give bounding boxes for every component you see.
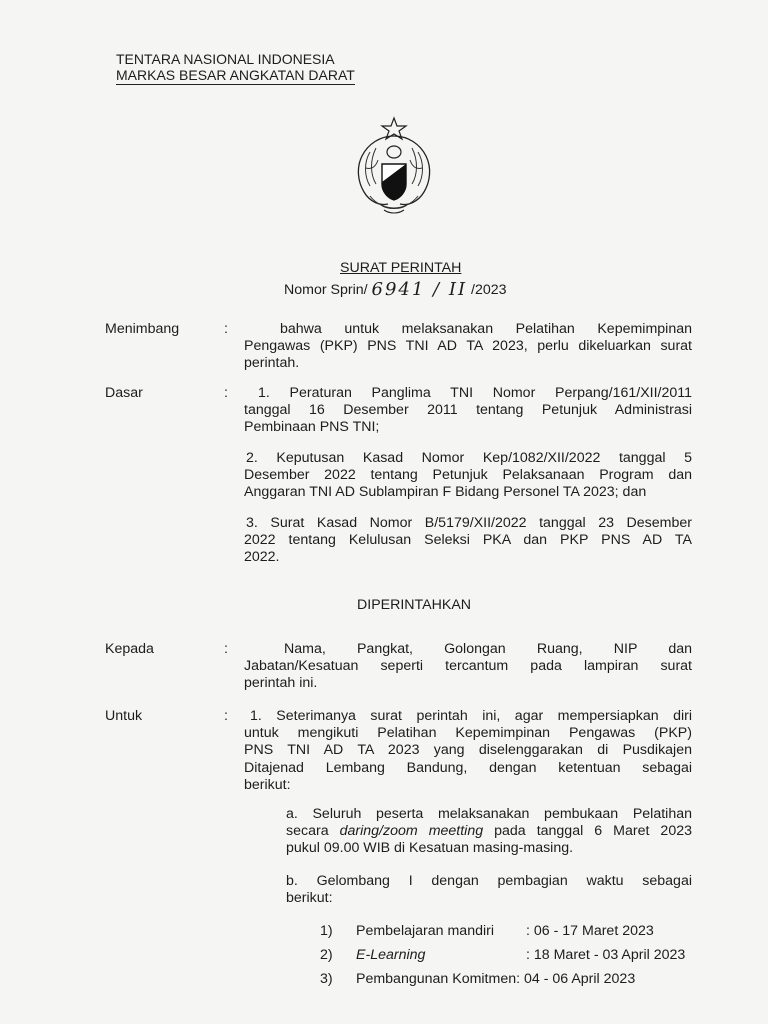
tni-ad-emblem-icon [350,116,438,226]
document-title: SURAT PERINTAH [340,260,462,276]
document-number: Nomor Sprin/ 6941 / II /2023 [284,279,507,300]
untuk-sub-a: a. Seluruh peserta melaksanakan pembukaan Pelatihan secara daring/zoom meetting pada tanggal 6 Maret 2023 pukul 09.00 WIB di Kesatuan masing-masing. [286,806,692,857]
handwritten-number: 6941 / II [371,279,468,300]
menimbang-label: Menimbang [105,321,180,337]
dasar-item-2: 2. Keputusan Kasad Nomor Kep/1082/XII/2022 tanggal 5 Desember 2022 tentang Petunjuk Pelaksanaan Program dan Anggaran TNI AD Sublampiran F Bidang Personel TA 2023; dan [244,450,692,501]
kepada-text: Nama, Pangkat, Golongan Ruang, NIP dan Jabatan/Kesatuan seperti tercantum pada lampiran surat perintah ini. [244,641,692,692]
dasar-item-3: 3. Surat Kasad Nomor B/5179/XII/2022 tanggal 23 Desember 2022 tentang Kelulusan Seleksi PKA dan PKP PNS AD TA 2022. [244,515,692,566]
dasar-label: Dasar [105,385,143,401]
kepada-colon: : [224,641,228,657]
kepada-label: Kepada [105,641,154,657]
untuk-colon: : [224,708,228,724]
section-heading: DIPERINTAHKAN [357,597,472,613]
org-unit: MARKAS BESAR ANGKATAN DARAT [116,67,355,83]
menimbang-text: bahwa untuk melaksanakan Pelatihan Kepemimpinan Pengawas (PKP) PNS TNI AD TA 2023, perlu dikeluarkan surat perintah. [244,321,692,372]
document-page: TENTARA NASIONAL INDONESIA MARKAS BESAR ANGKATAN DARAT SURAT PERINTAH Nomor Sprin/ 6941 / II /2023 Menimbang : bahwa untuk melaksanakan Pelatihan Kepemimpinan Pengawas (PKP) PNS TNI AD TA 2023, perlu dikeluarkan surat perintah. Dasar : 1. Peraturan Panglima TNI Nomor Perpang/161/XII/2011 tanggal 16 Desember 2011 tentang Petunjuk Administrasi Pembinaan PNS TNI; 2. Keputusan Kasad Nomor Kep/1082/XII/2022 tanggal 5 Desember 2022 tentang Petunjuk Pelaksanaan Program dan Anggaran TNI AD Sublampiran F Bidang Personel TA 2023; dan 3. Surat Kasad Nomor B/5179/XII/2022 tanggal 23 Desember 2022 tentang Kelulusan Seleksi PKA dan PKP PNS AD TA 2022. DIPERINTAHKAN Kepada : Nama, Pangkat, Golongan Ruang, NIP dan Jabatan/Kesatuan seperti tercantum pada lampiran surat perintah ini. Untuk : 1. Seterimanya surat perintah ini, agar mempersiapkan diri untuk mengikuti Pelatihan Kepemimpinan Pengawas (PKP) PNS TNI AD TA 2023 yang diselenggarakan di Pusdikajen Ditajenad Lembang Bandung, dengan ketentuan sebagai berikut: a. Seluruh peserta melaksanakan pembukaan Pelatihan secara daring/zoom meetting pada tanggal 6 Maret 2023 pukul 09.00 WIB di Kesatuan masing-masing. b. Gelombang I dengan pembagian waktu sebagai berikut: 1) Pembelajaran mandiri : 06 - 17 Maret 2023 2) E-Learning : 18 Maret - 03 April 2023 3) Pembangunan Komitmen: 04 - 06 April 2023 [105,51,692,987]
org-name: TENTARA NASIONAL INDONESIA [116,51,335,67]
untuk-label: Untuk [105,708,143,724]
untuk-text: 1. Seterimanya surat perintah ini, agar mempersiapkan diri untuk mengikuti Pelatihan Kepemimpinan Pengawas (PKP) PNS TNI AD TA 2023 yang diselenggarakan di Pusdikajen Ditajenad Lembang Bandung, dengan ketentuan sebagai berikut: [244,708,692,793]
menimbang-colon: : [224,321,228,337]
dasar-colon: : [224,385,228,401]
untuk-sub-b: b. Gelombang I dengan pembagian waktu sebagai berikut: [286,873,692,907]
dasar-item-1: 1. Peraturan Panglima TNI Nomor Perpang/161/XII/2011 tanggal 16 Desember 2011 tentang Petunjuk Administrasi Pembinaan PNS TNI; [244,385,692,436]
